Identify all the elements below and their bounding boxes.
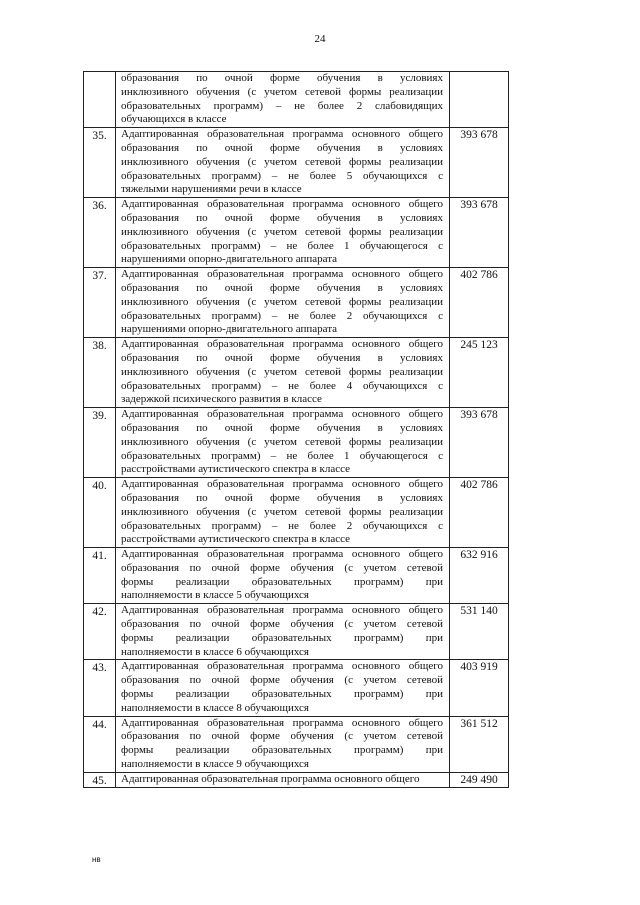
description-line: тяжелыми нарушениями речи в классе xyxy=(121,183,302,196)
program-description xyxy=(116,716,450,772)
description-line: инклюзивного обучения (с учетом сетевой формы реализации xyxy=(121,295,443,308)
description-line: Адаптированная образовательная программа основного общего xyxy=(121,548,443,561)
description-line: образовательных программ) – не более 2 слабовидящих xyxy=(121,99,443,112)
description-line: Адаптированная образовательная программа основного общего xyxy=(121,128,443,141)
row-number: 38. xyxy=(84,338,116,408)
row-number: 45. xyxy=(84,772,116,787)
program-description xyxy=(116,772,450,787)
row-number: 44. xyxy=(84,716,116,772)
description-line: Адаптированная образовательная программа основного общего xyxy=(121,338,443,351)
program-description xyxy=(116,72,450,128)
description-line: Адаптированная образовательная программа основного общего xyxy=(121,772,420,785)
description-line: Адаптированная образовательная программа основного общего xyxy=(121,660,443,673)
program-description xyxy=(116,338,450,408)
cost-value: 403 919 xyxy=(450,660,509,716)
description-line: формы реализации образовательных программ) при xyxy=(121,688,443,701)
program-description xyxy=(116,660,450,716)
cost-value: 393 678 xyxy=(450,128,509,198)
description-line: задержкой психического развития в классе xyxy=(121,393,322,406)
description-line: нарушениями опорно-двигательного аппарата xyxy=(121,253,338,266)
description-line: инклюзивного обучения (с учетом сетевой формы реализации xyxy=(121,225,443,238)
program-description xyxy=(116,268,450,338)
table-row xyxy=(84,604,509,660)
cost-value: 402 786 xyxy=(450,478,509,548)
table-row xyxy=(84,128,509,198)
cost-value: 402 786 xyxy=(450,268,509,338)
description-line: образовательных программ) – не более 2 обучающихся с xyxy=(121,519,443,532)
description-line: образования по очной форме обучения в условиях xyxy=(121,351,443,364)
description-line: образования по очной форме обучения в условиях xyxy=(121,141,443,154)
description-line: образовательных программ) – не более 1 обучающегося с xyxy=(121,449,443,462)
page-number: 24 xyxy=(314,33,326,45)
description-line: наполняемости в классе 6 обучающихся xyxy=(121,645,309,658)
row-number xyxy=(84,72,116,128)
description-line: наполняемости в классе 9 обучающихся xyxy=(121,758,309,771)
description-line: образовательных программ) – не более 4 обучающихся с xyxy=(121,379,443,392)
table-row xyxy=(84,338,509,408)
description-line: образования по очной форме обучения в условиях xyxy=(121,491,443,504)
description-line: наполняемости в классе 8 обучающихся xyxy=(121,701,309,714)
description-line: Адаптированная образовательная программа основного общего xyxy=(121,408,443,421)
table-row xyxy=(84,548,509,604)
description-line: Адаптированная образовательная программа основного общего xyxy=(121,198,443,211)
row-number: 42. xyxy=(84,604,116,660)
description-line: формы реализации образовательных программ) при xyxy=(121,631,443,644)
description-line: образования по очной форме обучения в условиях xyxy=(121,211,443,224)
table-row xyxy=(84,478,509,548)
cost-value: 245 123 xyxy=(450,338,509,408)
description-line: нарушениями опорно-двигательного аппарата xyxy=(121,323,338,336)
cost-value: 249 490 xyxy=(450,772,509,787)
program-description xyxy=(116,478,450,548)
description-line: формы реализации образовательных программ) при xyxy=(121,744,443,757)
table-body xyxy=(84,72,509,788)
description-line: формы реализации образовательных программ) при xyxy=(121,575,443,588)
cost-value: 393 678 xyxy=(450,408,509,478)
row-number: 36. xyxy=(84,198,116,268)
description-line: образования по очной форме обучения (с учетом сетевой xyxy=(121,561,443,574)
program-description xyxy=(116,548,450,604)
cost-value: 393 678 xyxy=(450,198,509,268)
description-line: образовательных программ) – не более 1 обучающегося с xyxy=(121,239,443,252)
description-line: образования по очной форме обучения в условиях xyxy=(121,281,443,294)
description-line: Адаптированная образовательная программа основного общего xyxy=(121,478,443,491)
description-line: Адаптированная образовательная программа основного общего xyxy=(121,604,443,617)
table-row xyxy=(84,716,509,772)
row-number: 39. xyxy=(84,408,116,478)
cost-value: 632 916 xyxy=(450,548,509,604)
description-line: инклюзивного обучения (с учетом сетевой формы реализации xyxy=(121,365,443,378)
cost-value xyxy=(450,72,509,128)
description-line: расстройствами аутистического спектра в классе xyxy=(121,463,350,476)
description-line: инклюзивного обучения (с учетом сетевой формы реализации xyxy=(121,505,443,518)
program-description xyxy=(116,198,450,268)
description-line: расстройствами аутистического спектра в классе xyxy=(121,533,350,546)
description-line: инклюзивного обучения (с учетом сетевой формы реализации xyxy=(121,85,443,98)
description-line: инклюзивного обучения (с учетом сетевой формы реализации xyxy=(121,155,443,168)
row-number: 41. xyxy=(84,548,116,604)
program-description xyxy=(116,128,450,198)
footer-mark: нв xyxy=(92,855,101,864)
row-number: 37. xyxy=(84,268,116,338)
table-row xyxy=(84,408,509,478)
table-row xyxy=(84,72,509,128)
row-number: 35. xyxy=(84,128,116,198)
description-line: образования по очной форме обучения в условиях xyxy=(121,421,443,434)
row-number: 40. xyxy=(84,478,116,548)
program-description xyxy=(116,408,450,478)
description-line: образования по очной форме обучения (с учетом сетевой xyxy=(121,674,443,687)
description-line: образования по очной форме обучения (с учетом сетевой xyxy=(121,618,443,631)
cost-value: 361 512 xyxy=(450,716,509,772)
table-row xyxy=(84,198,509,268)
description-line: Адаптированная образовательная программа основного общего xyxy=(121,716,443,729)
description-line: наполняемости в классе 5 обучающихся xyxy=(121,589,309,602)
program-cost-table xyxy=(83,71,509,788)
table-row xyxy=(84,660,509,716)
description-line: образовательных программ) – не более 5 обучающихся с xyxy=(121,169,443,182)
table-row xyxy=(84,772,509,787)
description-line: инклюзивного обучения (с учетом сетевой формы реализации xyxy=(121,435,443,448)
description-line: образования по очной форме обучения в условиях xyxy=(121,72,443,84)
cost-value: 531 140 xyxy=(450,604,509,660)
description-line: обучающихся в классе xyxy=(121,113,227,126)
program-description xyxy=(116,604,450,660)
description-line: образования по очной форме обучения (с учетом сетевой xyxy=(121,730,443,743)
table-row xyxy=(84,268,509,338)
row-number: 43. xyxy=(84,660,116,716)
description-line: Адаптированная образовательная программа основного общего xyxy=(121,268,443,281)
description-line: образовательных программ) – не более 2 обучающихся с xyxy=(121,309,443,322)
